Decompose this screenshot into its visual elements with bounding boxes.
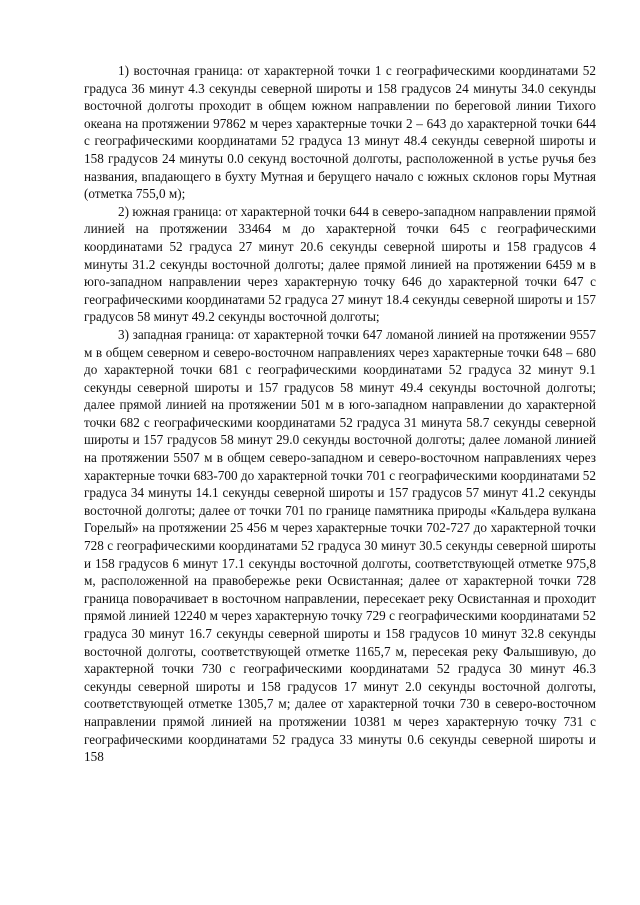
paragraph-east-border: 1) восточная граница: от характерной точки 1 с географическими координатами 52 градуса 36 минут 4.3 секунды северной широты и 158 градусов 24 минуты 34.0 секунды восточной долготы проходит в общем южном направлении по береговой линии Тихого океана на протяжении 97862 м через характерные точки 2 – 643 до характерной точки 644 с географическими координатами 52 градуса 13 минут 48.4 секунды северной широты и 158 градусов 24 минуты 0.0 секунд восточной долготы, расположенной в устье ручья без названия, впадающего в бухту Мутная и берущего начало с южных склонов горы Мутная (отметка 755,0 м); bbox=[84, 63, 596, 202]
paragraph-south-border: 2) южная граница: от характерной точки 644 в северо-западном направлении прямой линией на протяжении 33464 м до характерной точки 645 с географическими координатами 52 градуса 27 минут 20.6 секунды северной широты и 158 градусов 4 минуты 31.2 секунды восточной долготы; далее прямой линией на протяжении 6459 м в юго-западном направлении через характерную точку 646 до характерной точки 647 с географическими координатами 52 градуса 27 минут 18.4 секунды северной широты и 157 градусов 58 минут 49.2 секунды восточной долготы; bbox=[84, 203, 596, 325]
paragraph-west-border: 3) западная граница: от характерной точки 647 ломаной линией на протяжении 9557 м в общем северном и северо-восточном направлениях через характерные точки 648 – 680 до характерной точки 681 с географическими координатами 52 градуса 32 минут 9.1 секунды северной широты и 157 градусов 58 минут 49.4 секунды восточной долготы; далее прямой линией на протяжении 501 м в юго-западном направлении до характерной точки 682 с географическими координатами 52 градуса 31 минута 58.7 секунды северной широты и 157 градусов 58 минут 29.0 секунды восточной долготы; далее ломаной линией на протяжении 5507 м в общем северо-западном и северо-восточном направлениях через характерные точки 683-700 до характерной точки 701 с географическими координатами 52 градуса 34 минуты 14.1 секунды северной широты и 157 градусов 57 минут 41.2 секунды восточной долготы; далее от точки 701 по границе памятника природы «Кальдера вулкана Горелый» на протяжении 25 456 м через характерные точки 702-727 до характерной точки 728 с географическими координатами 52 градуса 30 минут 30.5 секунды северной широты и 158 градусов 6 минут 17.1 секунды восточной долготы, соответствующей отметке 975,8 м, расположенной на правобережье реки Освистанная; далее от характерной точки 728 граница поворачивает в восточном направлении, пересекает реку Освистанная и проходит прямой линией 12240 м через характерную точку 729 с географическими координатами 52 градуса 30 минут 16.7 секунды северной широты и 158 градусов 10 минут 32.8 секунды восточной долготы, соответствующей отметке 1165,7 м, пересекая реку Фалышивую, до характерной точки 730 с географическими координатами 52 градуса 30 минут 46.3 секунды северной широты и 158 градусов 17 минут 2.0 секунды восточной долготы, соответствующей отметке 1305,7 м; далее от характерной точки 730 в северо-восточном направлении прямой линией на протяжении 10381 м через характерную точку 731 с географическими координатами 52 градуса 33 минуты 0.6 секунды северной широты и 158 bbox=[84, 326, 596, 765]
